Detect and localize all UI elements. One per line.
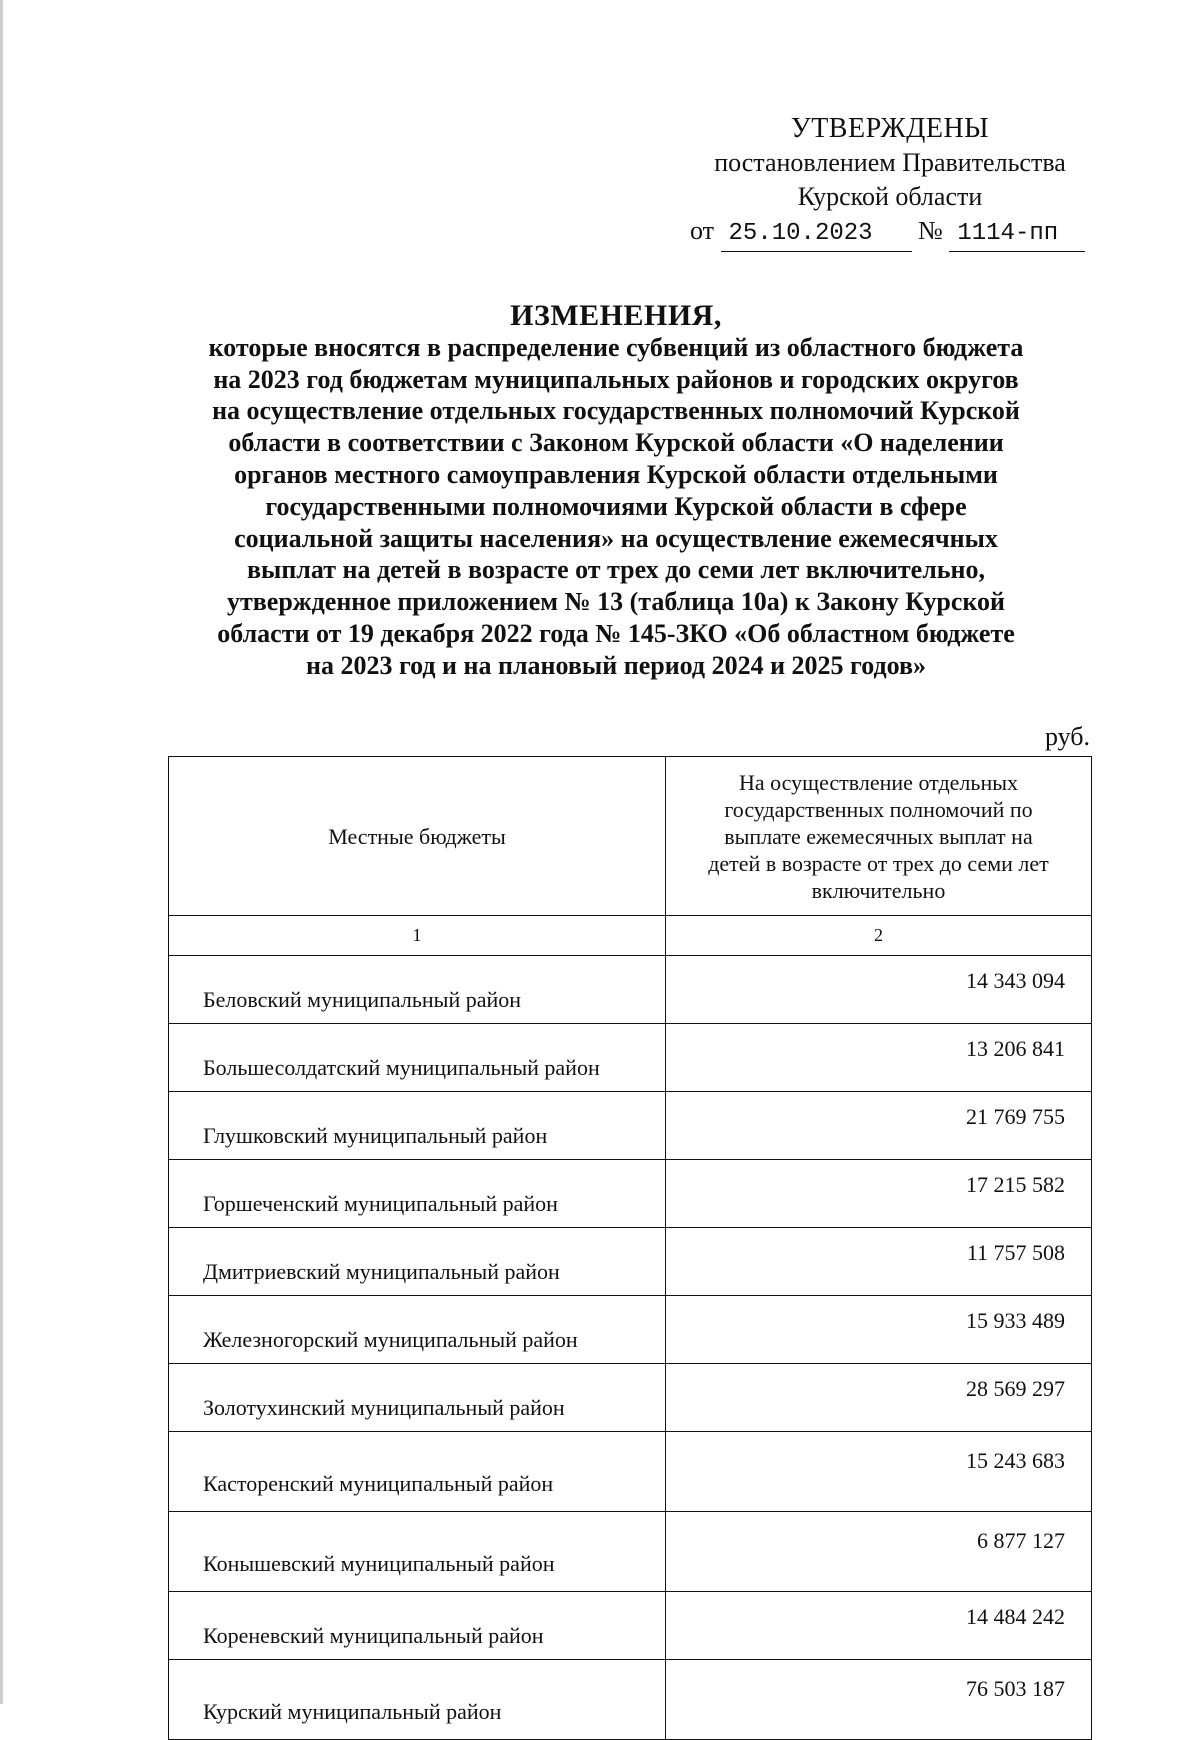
approval-number: 1114-пп (949, 217, 1085, 252)
column-number-row (169, 916, 1092, 956)
heading-line: на 2023 год и на плановый период 2024 и 2025 годов» (305, 650, 927, 680)
table-row (169, 1592, 1092, 1660)
row-value: 13 206 841 (666, 1024, 1092, 1092)
number-prefix: № (918, 216, 943, 245)
col2-header (666, 757, 1092, 916)
row-name: Глушковский муниципальный район (169, 1092, 666, 1160)
table-row (169, 1660, 1092, 1740)
row-value: 11 757 508 (666, 1228, 1092, 1296)
column-number: 1 (169, 916, 666, 956)
table-row (169, 1364, 1092, 1432)
approval-line-1: постановлением Правительства (714, 148, 1066, 177)
table-row (169, 1024, 1092, 1092)
row-value: 28 569 297 (666, 1364, 1092, 1432)
col2-header-line: На осуществление отдельных (738, 769, 1019, 795)
heading-line: государственными полномочиями Курской области в сфере (265, 491, 967, 521)
heading-line: выплат на детей в возрасте от трех до семи лет включительно, (246, 555, 986, 585)
heading-title: ИЗМЕНЕНИЯ, (510, 299, 722, 332)
col2-header-line: государственных полномочий по (724, 796, 1033, 822)
date-prefix: от (690, 216, 715, 245)
heading-line: социальной защиты населения» на осуществление ежемесячных (234, 523, 998, 553)
approval-block (660, 112, 1120, 252)
column-number: 2 (666, 916, 1092, 956)
budget-table (168, 756, 1092, 1740)
heading-line: которые вносятся в распределение субвенций из областного бюджета (208, 332, 1024, 362)
col2-header-line: выплате ежемесячных выплат на (724, 823, 1033, 849)
document-heading (160, 300, 1072, 682)
approval-date: 25.10.2023 (721, 217, 912, 252)
row-value: 76 503 187 (666, 1660, 1092, 1740)
approval-line-2: Курской области (797, 182, 983, 211)
table-row (169, 1092, 1092, 1160)
table-row (169, 956, 1092, 1024)
heading-line: области в соответствии с Законом Курской области «О наделении (228, 428, 1004, 458)
row-name: Конышевский муниципальный район (169, 1512, 666, 1592)
heading-line: области от 19 декабря 2022 года № 145-ЗКО «Об областном бюджете (217, 618, 1015, 648)
row-value: 15 243 683 (666, 1432, 1092, 1512)
table-row (169, 1296, 1092, 1364)
table-row (169, 1432, 1092, 1512)
row-value: 15 933 489 (666, 1296, 1092, 1364)
heading-line: органов местного самоуправления Курской области отдельными (234, 459, 998, 489)
row-value: 14 343 094 (666, 956, 1092, 1024)
table-header-row (169, 757, 1092, 916)
row-name: Дмитриевский муниципальный район (169, 1228, 666, 1296)
heading-line: на осуществление отдельных государственных полномочий Курской (212, 396, 1020, 426)
table-row (169, 1228, 1092, 1296)
row-name: Золотухинский муниципальный район (169, 1364, 666, 1432)
scan-edge (0, 0, 3, 1704)
currency-unit: руб. (1044, 722, 1090, 751)
row-value: 6 877 127 (666, 1512, 1092, 1592)
row-value: 17 215 582 (666, 1160, 1092, 1228)
row-name: Горшеченский муниципальный район (169, 1160, 666, 1228)
row-name: Касторенский муниципальный район (169, 1432, 666, 1512)
row-name: Курский муниципальный район (169, 1660, 666, 1740)
col2-header-line: включительно (811, 877, 946, 903)
table-row (169, 1512, 1092, 1592)
row-value: 14 484 242 (666, 1592, 1092, 1660)
heading-line: на 2023 год бюджетам муниципальных районов и городских округов (213, 364, 1019, 394)
row-name: Кореневский муниципальный район (169, 1592, 666, 1660)
row-value: 21 769 755 (666, 1092, 1092, 1160)
row-name: Большесолдатский муниципальный район (169, 1024, 666, 1092)
approval-title: УТВЕРЖДЕНЫ (790, 113, 990, 144)
approval-reference (660, 214, 1120, 252)
col1-header: Местные бюджеты (169, 757, 666, 916)
table-row (169, 1160, 1092, 1228)
row-name: Беловский муниципальный район (169, 956, 666, 1024)
row-name: Железногорский муниципальный район (169, 1296, 666, 1364)
heading-line: утвержденное приложением № 13 (таблица 10а) к Закону Курской (226, 587, 1006, 617)
col2-header-line: детей в возрасте от трех до семи лет (708, 850, 1049, 876)
